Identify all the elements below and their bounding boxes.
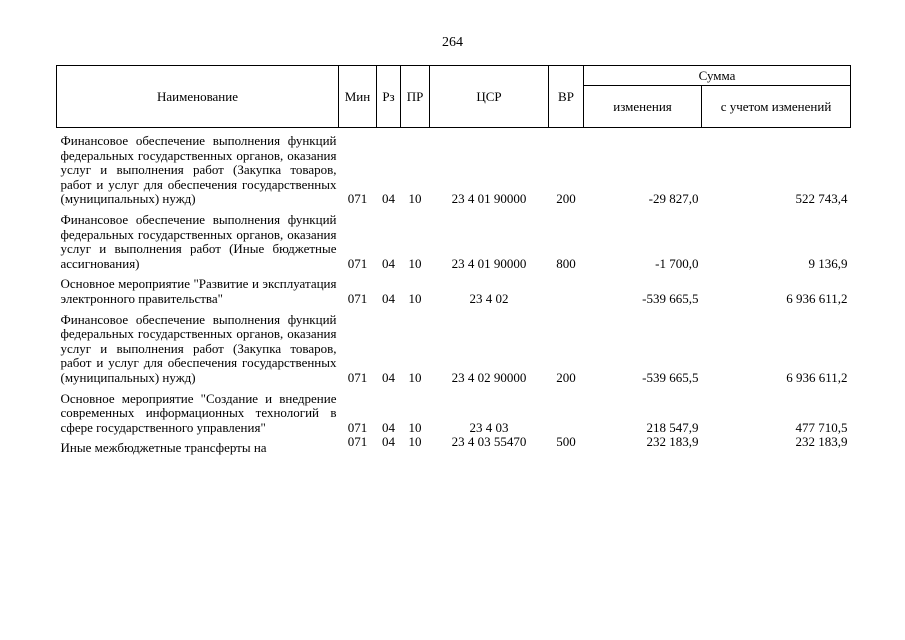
row-total: 9 136,9 — [808, 255, 848, 271]
row-vr — [549, 271, 584, 306]
row-min: 071 — [347, 434, 368, 450]
row-name: Финансовое обеспечение выполнения функций федеральных государственных органов, оказания услуг и выполнения работ (Закупка товаров, работ и услуг для обеспечения государственных (муниципальных) нужд) — [60, 311, 337, 385]
row-total: 232 183,9 — [795, 434, 848, 450]
row-change: -539 665,5 — [642, 290, 699, 306]
row-vr: 200 — [556, 191, 576, 207]
row-total: 522 743,4 — [795, 191, 848, 207]
table-row — [57, 271, 851, 306]
header-pr: ПР — [401, 66, 430, 128]
row-total: 477 710,5 — [795, 419, 848, 435]
budget-table — [56, 65, 851, 465]
row-pr: 10 — [408, 255, 422, 271]
header-name: Наименование — [57, 66, 339, 128]
row-pr: 10 — [408, 369, 422, 385]
table-row — [57, 307, 851, 386]
row-name: Финансовое обеспечение выполнения функций федеральных государственных органов, оказания услуг и выполнения работ (Закупка товаров, работ и услуг для обеспечения государственных (муниципальных) нужд) — [60, 133, 337, 207]
row-csr: 23 4 03 — [469, 419, 509, 435]
row-total: 6 936 611,2 — [786, 369, 848, 385]
row-min: 071 — [347, 419, 368, 435]
row-csr: 23 4 03 55470 — [451, 434, 527, 450]
header-vr: ВР — [549, 66, 584, 128]
table-row — [57, 128, 851, 207]
row-pr: 10 — [408, 419, 422, 435]
row-min: 071 — [347, 255, 368, 271]
row-pr: 10 — [408, 434, 422, 450]
header-sum: Сумма — [584, 66, 851, 86]
row-vr: 200 — [556, 369, 576, 385]
row-min: 071 — [347, 369, 368, 385]
row-pr: 10 — [408, 290, 422, 306]
row-rz: 04 — [382, 255, 395, 271]
row-csr: 23 4 01 90000 — [451, 191, 527, 207]
row-csr: 23 4 02 — [469, 290, 509, 306]
header-with-change: с учетом изменений — [702, 86, 851, 128]
page-number: 264 — [442, 35, 463, 50]
row-total: 6 936 611,2 — [786, 290, 848, 306]
header-rz: Рз — [377, 66, 401, 128]
row-vr: 500 — [556, 434, 576, 450]
row-change: -539 665,5 — [642, 369, 699, 385]
row-rz: 04 — [382, 419, 395, 435]
row-csr: 23 4 02 90000 — [451, 369, 527, 385]
row-vr: 800 — [556, 255, 576, 271]
row-change: 218 547,9 — [646, 419, 699, 435]
row-rz: 04 — [382, 369, 395, 385]
row-name: Основное мероприятие "Создание и внедрение современных информационных технологий в сфере государственного управления" — [60, 390, 337, 435]
row-name: Финансовое обеспечение выполнения функций федеральных государственных органов, оказания услуг и выполнения работ (Иные бюджетные ассигнования) — [60, 211, 337, 271]
table-row — [57, 435, 851, 465]
row-change: -29 827,0 — [648, 191, 699, 207]
row-rz: 04 — [382, 434, 395, 450]
row-csr: 23 4 01 90000 — [451, 255, 527, 271]
header-csr: ЦСР — [430, 66, 549, 128]
row-pr: 10 — [408, 191, 422, 207]
row-name: Основное мероприятие "Развитие и эксплуатация электронного правительства" — [60, 276, 337, 306]
table-row — [57, 207, 851, 271]
row-change: -1 700,0 — [655, 255, 699, 271]
row-rz: 04 — [382, 290, 395, 306]
header-change: изменения — [584, 86, 702, 128]
header-min: Мин — [339, 66, 377, 128]
row-name: Иные межбюджетные трансферты на — [60, 440, 267, 456]
row-change: 232 183,9 — [646, 434, 699, 450]
table-row — [57, 386, 851, 436]
row-vr — [549, 386, 584, 436]
row-min: 071 — [347, 290, 368, 306]
row-min: 071 — [347, 191, 368, 207]
row-rz: 04 — [382, 191, 395, 207]
